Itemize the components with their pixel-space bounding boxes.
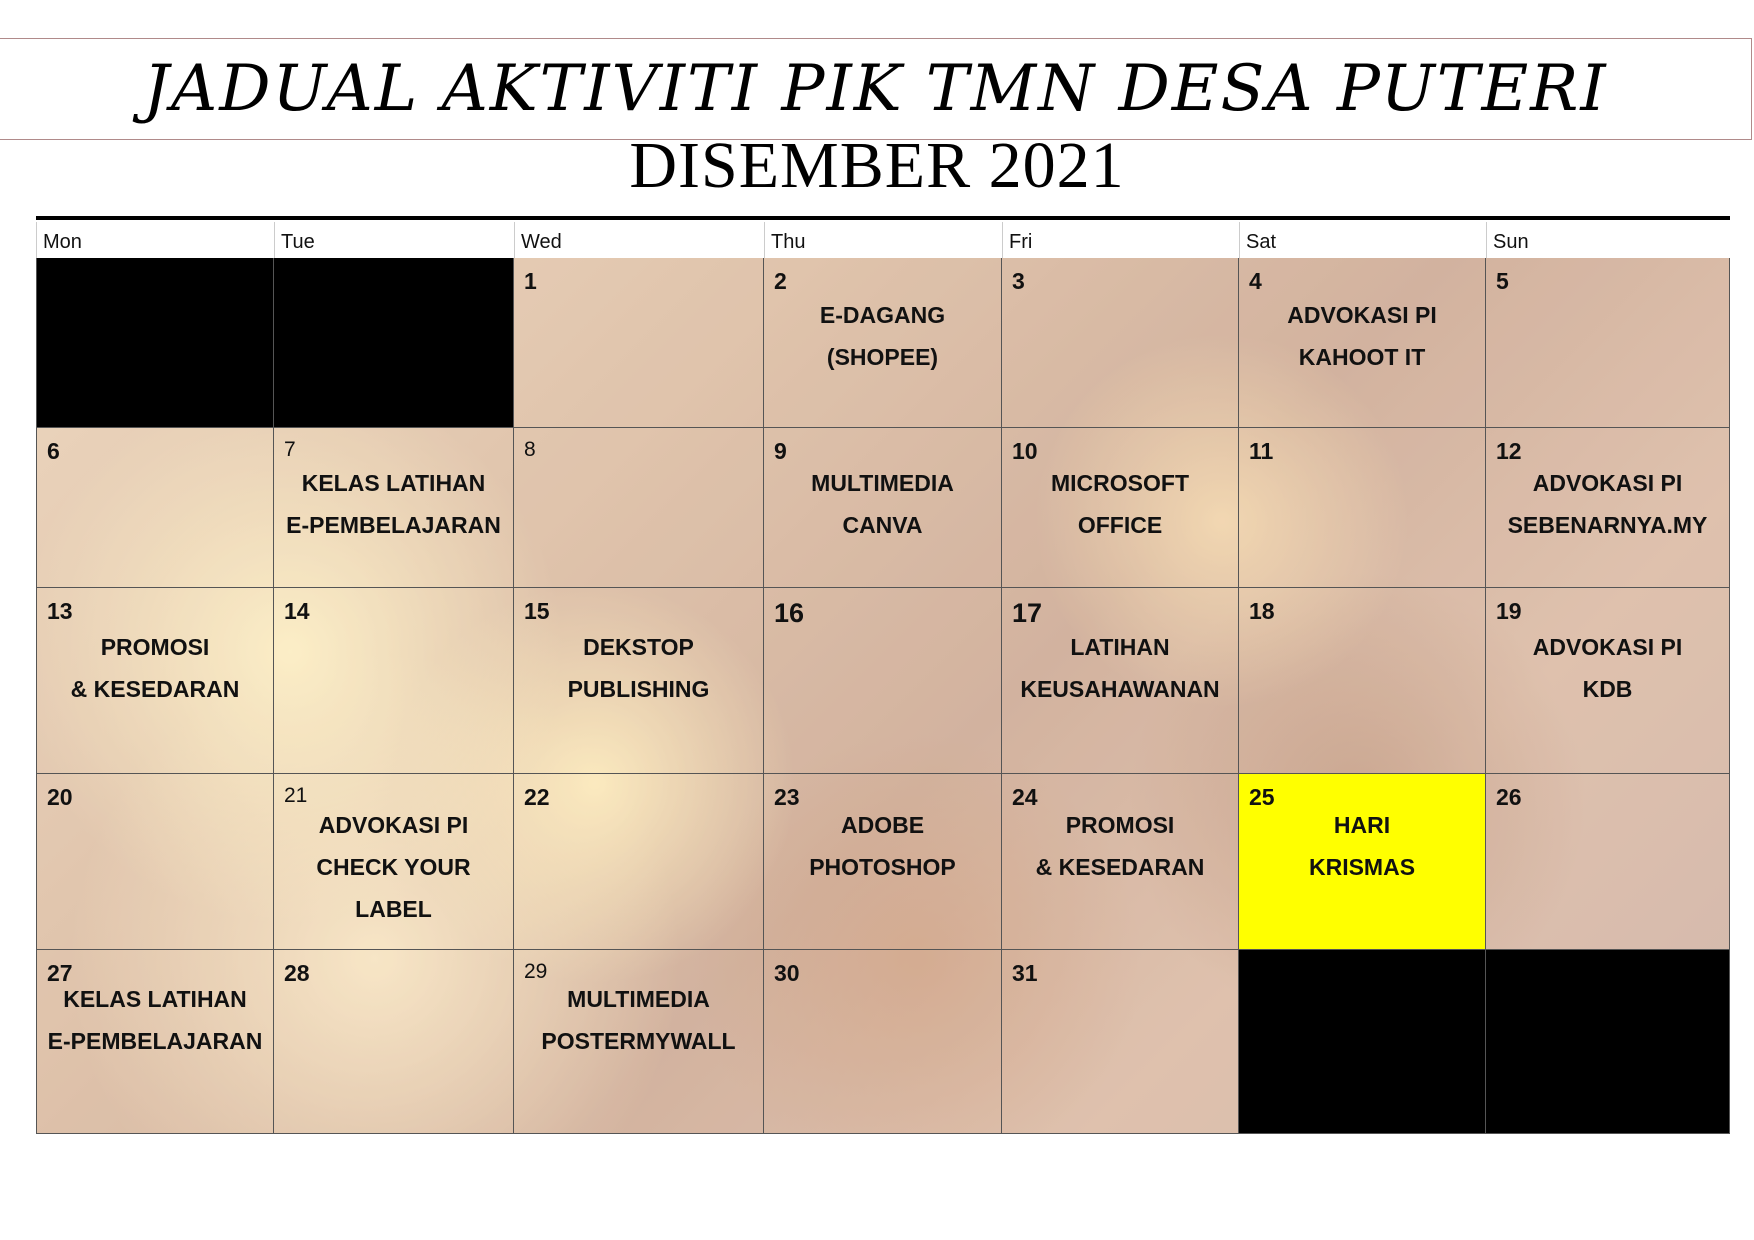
event-line: E-PEMBELAJARAN xyxy=(47,1028,263,1054)
day-number: 8 xyxy=(524,438,536,461)
day-cell xyxy=(36,588,274,774)
weekday-label: Wed xyxy=(514,222,764,258)
title-banner xyxy=(0,38,1752,140)
day-cell xyxy=(764,588,1002,774)
day-cell xyxy=(1239,428,1486,588)
day-number: 26 xyxy=(1496,784,1522,810)
day-cell xyxy=(36,774,274,950)
header-divider xyxy=(36,216,1730,220)
day-number: 6 xyxy=(47,438,60,464)
day-cell xyxy=(36,950,274,1134)
event-line: LABEL xyxy=(355,896,432,922)
event-text xyxy=(37,978,273,1062)
event-line: LATIHAN xyxy=(1070,634,1170,660)
event-line: MULTIMEDIA xyxy=(811,470,954,496)
event-text xyxy=(764,462,1001,546)
event-line: E-DAGANG xyxy=(819,302,946,328)
empty-day-cell xyxy=(1239,950,1486,1134)
day-number: 16 xyxy=(774,598,805,628)
day-cell xyxy=(1486,258,1730,428)
day-number: 22 xyxy=(524,784,550,810)
event-line: KAHOOT IT xyxy=(1298,344,1426,370)
day-number: 10 xyxy=(1012,438,1038,464)
day-cell xyxy=(1002,950,1239,1134)
day-number: 24 xyxy=(1012,784,1038,810)
day-cell xyxy=(1002,428,1239,588)
empty-day-cell xyxy=(36,258,274,428)
event-line: & KESEDARAN xyxy=(1035,854,1205,880)
weekday-label: Tue xyxy=(274,222,514,258)
day-number: 7 xyxy=(284,438,296,461)
month-title: DISEMBER 2021 xyxy=(629,129,1125,202)
event-line: (SHOPEE) xyxy=(826,344,939,370)
day-number: 28 xyxy=(284,960,310,986)
day-number: 31 xyxy=(1012,960,1038,986)
day-cell xyxy=(514,950,764,1134)
day-number: 23 xyxy=(774,784,800,810)
event-line: HARI xyxy=(1333,812,1391,838)
day-number: 14 xyxy=(284,598,310,624)
day-cell xyxy=(764,428,1002,588)
event-text xyxy=(1239,294,1485,378)
empty-day-cell xyxy=(274,258,514,428)
day-number: 11 xyxy=(1249,438,1274,464)
event-line: ADVOKASI PI xyxy=(1532,470,1683,496)
event-line: POSTERMYWALL xyxy=(541,1028,736,1054)
day-number: 2 xyxy=(774,268,787,294)
day-cell xyxy=(514,588,764,774)
event-text xyxy=(1002,626,1238,710)
weekday-label: Fri xyxy=(1002,222,1239,258)
day-cell xyxy=(514,258,764,428)
day-number: 27 xyxy=(47,960,73,986)
event-text xyxy=(764,294,1001,378)
event-line: KEUSAHAWANAN xyxy=(1020,676,1220,702)
event-line: CHECK YOUR xyxy=(316,854,471,880)
event-line: E-PEMBELAJARAN xyxy=(286,512,501,538)
weekday-label: Sat xyxy=(1239,222,1486,258)
weekday-label: Mon xyxy=(36,222,274,258)
event-line: MULTIMEDIA xyxy=(567,986,710,1012)
weekday-header xyxy=(36,222,1730,258)
event-line: PROMOSI xyxy=(1065,812,1175,838)
event-line: CANVA xyxy=(842,512,923,538)
day-number: 20 xyxy=(47,784,73,810)
event-line: ADOBE xyxy=(840,812,925,838)
event-text xyxy=(1239,804,1485,888)
day-cell xyxy=(274,428,514,588)
day-cell xyxy=(764,774,1002,950)
day-number: 9 xyxy=(774,438,787,464)
day-cell xyxy=(1002,588,1239,774)
event-line: PROMOSI xyxy=(100,634,210,660)
day-number: 25 xyxy=(1249,784,1275,810)
event-line: MICROSOFT xyxy=(1051,470,1189,496)
event-line: PHOTOSHOP xyxy=(809,854,956,880)
calendar-grid xyxy=(36,258,1730,1134)
day-number: 17 xyxy=(1012,598,1043,628)
day-number: 29 xyxy=(524,960,548,983)
day-number: 21 xyxy=(284,784,308,807)
day-cell xyxy=(1002,774,1239,950)
event-text xyxy=(274,804,513,930)
event-text xyxy=(1002,804,1238,888)
event-text xyxy=(514,626,763,710)
day-cell xyxy=(1239,258,1486,428)
event-line: & KESEDARAN xyxy=(70,676,240,702)
day-number: 12 xyxy=(1496,438,1522,464)
day-number: 13 xyxy=(47,598,73,624)
day-cell xyxy=(36,428,274,588)
event-line: ADVOKASI PI xyxy=(1287,302,1437,328)
weekday-label: Thu xyxy=(764,222,1002,258)
day-number: 3 xyxy=(1012,268,1025,294)
day-cell xyxy=(764,950,1002,1134)
event-text xyxy=(1486,626,1729,710)
day-number: 19 xyxy=(1496,598,1522,624)
day-cell xyxy=(1002,258,1239,428)
empty-day-cell xyxy=(1486,950,1730,1134)
event-text xyxy=(1486,462,1729,546)
day-cell xyxy=(514,774,764,950)
day-cell xyxy=(274,950,514,1134)
event-line: DEKSTOP xyxy=(583,634,694,660)
event-line: KELAS LATIHAN xyxy=(63,986,247,1012)
day-cell xyxy=(1486,428,1730,588)
day-number: 4 xyxy=(1249,268,1262,294)
page-title: JADUAL AKTIVITI PIK TMN DESA PUTERI xyxy=(143,52,1608,126)
day-cell xyxy=(1486,588,1730,774)
day-cell xyxy=(274,588,514,774)
day-number: 30 xyxy=(774,960,800,986)
weekday-label: Sun xyxy=(1486,222,1730,258)
day-number: 5 xyxy=(1496,268,1509,294)
day-cell xyxy=(514,428,764,588)
event-text xyxy=(37,626,273,710)
day-cell xyxy=(1486,774,1730,950)
event-line: OFFICE xyxy=(1077,512,1163,538)
day-cell xyxy=(764,258,1002,428)
event-line: ADVOKASI PI xyxy=(1532,634,1683,660)
day-cell xyxy=(1239,774,1486,950)
day-cell xyxy=(1239,588,1486,774)
day-number: 15 xyxy=(524,598,550,624)
event-line: ADVOKASI PI xyxy=(318,812,469,838)
event-line: KDB xyxy=(1582,676,1633,702)
event-line: KELAS LATIHAN xyxy=(301,470,486,496)
event-text xyxy=(274,462,513,546)
day-cell xyxy=(274,774,514,950)
day-number: 1 xyxy=(524,268,537,294)
event-line: SEBENARNYA.MY xyxy=(1507,512,1708,538)
event-text xyxy=(764,804,1001,888)
event-text xyxy=(1002,462,1238,546)
event-line: PUBLISHING xyxy=(567,676,710,702)
day-number: 18 xyxy=(1249,598,1275,624)
event-text xyxy=(514,978,763,1062)
event-line: KRISMAS xyxy=(1308,854,1416,880)
